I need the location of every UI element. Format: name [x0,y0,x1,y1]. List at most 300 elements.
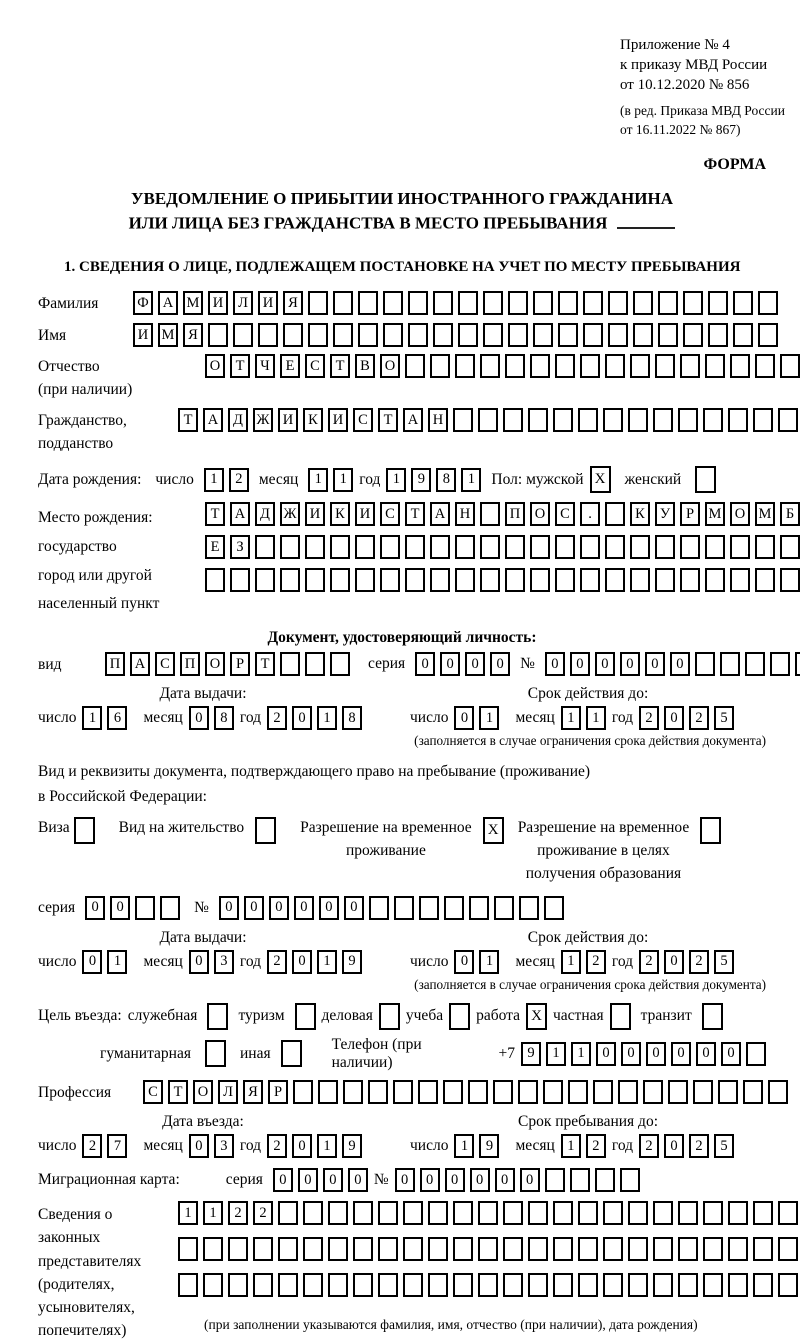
form-cell[interactable] [368,1080,388,1104]
form-cell[interactable]: 2 [267,706,287,730]
form-cell[interactable]: 1 [561,706,581,730]
form-cell[interactable]: Д [255,502,275,526]
form-cell[interactable] [428,1201,448,1225]
form-cell[interactable]: 1 [546,1042,566,1066]
form-cell[interactable] [453,408,473,432]
form-cell[interactable]: А [203,408,223,432]
form-cell[interactable] [378,1201,398,1225]
form-cell[interactable] [553,1273,573,1297]
form-cell[interactable]: 0 [490,652,510,676]
form-cell[interactable] [655,568,675,592]
form-cell[interactable]: 2 [639,950,659,974]
form-cell[interactable] [403,1237,423,1261]
form-cell[interactable] [753,1201,773,1225]
form-cell[interactable] [135,896,155,920]
form-cell[interactable]: 0 [348,1168,368,1192]
form-cell[interactable]: 1 [107,950,127,974]
form-cell[interactable]: 1 [586,706,606,730]
form-cell[interactable] [743,1080,763,1104]
form-cell[interactable] [720,652,740,676]
form-cell[interactable]: О [205,354,225,378]
form-cell[interactable] [580,568,600,592]
form-cell[interactable] [683,291,703,315]
form-cell[interactable] [708,291,728,315]
form-cell[interactable] [403,1201,423,1225]
form-cell[interactable]: И [355,502,375,526]
form-cell[interactable] [728,1201,748,1225]
form-cell[interactable]: 3 [214,950,234,974]
form-cell[interactable] [633,291,653,315]
form-cell[interactable] [733,323,753,347]
form-cell[interactable]: 1 [178,1201,198,1225]
form-cell[interactable] [528,408,548,432]
form-cell[interactable]: И [208,291,228,315]
form-cell[interactable] [628,1237,648,1261]
form-cell[interactable] [630,535,650,559]
form-cell[interactable] [655,354,675,378]
form-cell[interactable] [505,354,525,378]
form-cell[interactable] [580,535,600,559]
form-cell[interactable]: 3 [214,1134,234,1158]
form-cell[interactable]: М [755,502,775,526]
form-cell[interactable] [203,1237,223,1261]
form-cell[interactable] [768,1080,788,1104]
form-cell[interactable]: 0 [495,1168,515,1192]
form-cell[interactable] [703,408,723,432]
form-cell[interactable]: 0 [420,1168,440,1192]
form-cell[interactable] [683,323,703,347]
form-cell[interactable]: 2 [689,706,709,730]
form-cell[interactable]: 0 [110,896,130,920]
form-cell[interactable] [745,652,765,676]
form-cell[interactable] [603,1201,623,1225]
form-cell[interactable] [230,568,250,592]
form-cell[interactable]: 8 [342,706,362,730]
form-cell[interactable]: О [193,1080,213,1104]
form-cell[interactable]: 1 [461,468,481,492]
form-cell[interactable]: У [655,502,675,526]
form-cell[interactable]: А [158,291,178,315]
purpose-work-checkbox[interactable]: X [526,1003,547,1030]
form-cell[interactable] [758,291,778,315]
temp-residence-edu-checkbox[interactable] [700,817,721,844]
form-cell[interactable] [483,323,503,347]
form-cell[interactable]: 1 [561,950,581,974]
form-cell[interactable] [503,1201,523,1225]
form-cell[interactable]: 9 [479,1134,499,1158]
form-cell[interactable]: Ж [253,408,273,432]
form-cell[interactable] [730,535,750,559]
form-cell[interactable] [730,354,750,378]
form-cell[interactable]: С [143,1080,163,1104]
form-cell[interactable] [178,1237,198,1261]
form-cell[interactable]: Р [230,652,250,676]
form-cell[interactable] [693,1080,713,1104]
form-cell[interactable]: Т [205,502,225,526]
form-cell[interactable] [703,1273,723,1297]
form-cell[interactable]: 2 [228,1201,248,1225]
form-cell[interactable]: 0 [189,1134,209,1158]
form-cell[interactable] [428,1273,448,1297]
form-cell[interactable]: Д [228,408,248,432]
form-cell[interactable]: 2 [586,1134,606,1158]
form-cell[interactable] [603,408,623,432]
form-cell[interactable] [405,535,425,559]
form-cell[interactable] [530,354,550,378]
form-cell[interactable] [355,535,375,559]
form-cell[interactable]: 0 [454,706,474,730]
form-cell[interactable]: Т [168,1080,188,1104]
residence-permit-checkbox[interactable] [255,817,276,844]
form-cell[interactable]: 0 [292,950,312,974]
form-cell[interactable] [746,1042,766,1066]
form-cell[interactable]: 9 [411,468,431,492]
form-cell[interactable]: Т [405,502,425,526]
form-cell[interactable]: 2 [639,706,659,730]
sex-male-checkbox[interactable]: X [590,466,611,493]
form-cell[interactable] [733,291,753,315]
form-cell[interactable] [703,1237,723,1261]
form-cell[interactable]: 0 [454,950,474,974]
form-cell[interactable] [653,1237,673,1261]
form-cell[interactable]: Т [330,354,350,378]
form-cell[interactable]: А [430,502,450,526]
form-cell[interactable] [658,323,678,347]
form-cell[interactable]: 0 [696,1042,716,1066]
form-cell[interactable]: Т [178,408,198,432]
form-cell[interactable]: 0 [465,652,485,676]
form-cell[interactable]: 9 [342,1134,362,1158]
form-cell[interactable]: 0 [82,950,102,974]
form-cell[interactable]: С [380,502,400,526]
form-cell[interactable] [308,323,328,347]
form-cell[interactable]: Е [280,354,300,378]
form-cell[interactable]: 0 [269,896,289,920]
form-cell[interactable]: 2 [586,950,606,974]
form-cell[interactable] [620,1168,640,1192]
form-cell[interactable] [753,1237,773,1261]
form-cell[interactable]: 9 [521,1042,541,1066]
form-cell[interactable] [303,1201,323,1225]
form-cell[interactable] [228,1237,248,1261]
form-cell[interactable]: 5 [714,706,734,730]
form-cell[interactable]: 1 [571,1042,591,1066]
form-cell[interactable]: Ч [255,354,275,378]
form-cell[interactable] [655,535,675,559]
form-cell[interactable] [658,291,678,315]
form-cell[interactable] [653,1201,673,1225]
form-cell[interactable]: 0 [292,706,312,730]
form-cell[interactable]: 1 [333,468,353,492]
form-cell[interactable] [778,1237,798,1261]
form-cell[interactable]: З [230,535,250,559]
form-cell[interactable]: 0 [621,1042,641,1066]
form-cell[interactable]: Ж [280,502,300,526]
form-cell[interactable] [758,323,778,347]
form-cell[interactable] [708,323,728,347]
form-cell[interactable] [678,1201,698,1225]
form-cell[interactable] [728,1237,748,1261]
form-cell[interactable] [578,408,598,432]
form-cell[interactable]: А [130,652,150,676]
form-cell[interactable] [780,354,800,378]
form-cell[interactable]: . [580,502,600,526]
form-cell[interactable] [583,291,603,315]
form-cell[interactable] [605,354,625,378]
purpose-study-checkbox[interactable] [449,1003,470,1030]
form-cell[interactable] [378,1237,398,1261]
form-cell[interactable]: 1 [82,706,102,730]
form-cell[interactable] [519,896,539,920]
form-cell[interactable] [278,1237,298,1261]
form-cell[interactable] [444,896,464,920]
form-cell[interactable]: 2 [229,468,249,492]
form-cell[interactable] [353,1201,373,1225]
form-cell[interactable]: 2 [253,1201,273,1225]
form-cell[interactable]: Т [255,652,275,676]
form-cell[interactable] [258,323,278,347]
form-cell[interactable]: 0 [292,1134,312,1158]
form-cell[interactable] [408,323,428,347]
form-cell[interactable] [553,1237,573,1261]
form-cell[interactable]: К [630,502,650,526]
form-cell[interactable] [253,1273,273,1297]
form-cell[interactable] [393,1080,413,1104]
form-cell[interactable] [578,1273,598,1297]
form-cell[interactable]: 1 [561,1134,581,1158]
form-cell[interactable]: Л [233,291,253,315]
form-cell[interactable] [780,568,800,592]
form-cell[interactable]: 1 [204,468,224,492]
form-cell[interactable] [178,1273,198,1297]
form-cell[interactable]: 0 [298,1168,318,1192]
form-cell[interactable] [545,1168,565,1192]
form-cell[interactable] [728,1273,748,1297]
sex-female-checkbox[interactable] [695,466,716,493]
form-cell[interactable]: 0 [664,1134,684,1158]
form-cell[interactable]: 0 [645,652,665,676]
form-cell[interactable] [533,323,553,347]
form-cell[interactable] [530,535,550,559]
form-cell[interactable]: 0 [415,652,435,676]
form-cell[interactable] [293,1080,313,1104]
form-cell[interactable] [503,1237,523,1261]
form-cell[interactable]: 0 [620,652,640,676]
form-cell[interactable] [403,1273,423,1297]
form-cell[interactable]: 0 [670,652,690,676]
form-cell[interactable] [478,1201,498,1225]
form-cell[interactable] [553,1201,573,1225]
form-cell[interactable] [378,1273,398,1297]
form-cell[interactable] [528,1273,548,1297]
form-cell[interactable]: 1 [317,706,337,730]
form-cell[interactable] [405,354,425,378]
form-cell[interactable]: 5 [714,950,734,974]
form-cell[interactable]: 1 [454,1134,474,1158]
form-cell[interactable] [595,1168,615,1192]
form-cell[interactable]: И [328,408,348,432]
form-cell[interactable]: А [230,502,250,526]
form-cell[interactable] [543,1080,563,1104]
form-cell[interactable] [605,535,625,559]
form-cell[interactable]: 9 [342,950,362,974]
form-cell[interactable] [728,408,748,432]
form-cell[interactable]: М [183,291,203,315]
form-cell[interactable]: К [303,408,323,432]
form-cell[interactable] [455,535,475,559]
form-cell[interactable] [593,1080,613,1104]
form-cell[interactable] [305,535,325,559]
form-cell[interactable] [253,1237,273,1261]
form-cell[interactable]: 0 [664,950,684,974]
form-cell[interactable] [668,1080,688,1104]
form-cell[interactable] [605,502,625,526]
form-cell[interactable]: Н [428,408,448,432]
form-cell[interactable] [160,896,180,920]
form-cell[interactable] [419,896,439,920]
form-cell[interactable]: 0 [323,1168,343,1192]
form-cell[interactable] [303,1273,323,1297]
form-cell[interactable] [455,354,475,378]
purpose-official-checkbox[interactable] [207,1003,228,1030]
form-cell[interactable] [333,291,353,315]
form-cell[interactable] [478,1273,498,1297]
form-cell[interactable]: 1 [317,1134,337,1158]
form-cell[interactable] [453,1237,473,1261]
form-cell[interactable] [730,568,750,592]
form-cell[interactable] [503,1273,523,1297]
form-cell[interactable]: 0 [294,896,314,920]
form-cell[interactable] [795,652,800,676]
form-cell[interactable]: 0 [520,1168,540,1192]
form-cell[interactable] [283,323,303,347]
purpose-humanitarian-checkbox[interactable] [205,1040,226,1067]
form-cell[interactable] [718,1080,738,1104]
form-cell[interactable] [703,1201,723,1225]
form-cell[interactable]: И [133,323,153,347]
form-cell[interactable] [305,568,325,592]
form-cell[interactable] [480,354,500,378]
form-cell[interactable] [380,568,400,592]
form-cell[interactable]: Б [780,502,800,526]
form-cell[interactable] [778,1273,798,1297]
form-cell[interactable] [428,1237,448,1261]
form-cell[interactable] [608,323,628,347]
form-cell[interactable] [558,291,578,315]
form-cell[interactable] [755,568,775,592]
form-cell[interactable]: С [555,502,575,526]
form-cell[interactable] [405,568,425,592]
form-cell[interactable]: Р [680,502,700,526]
form-cell[interactable]: Я [283,291,303,315]
form-cell[interactable] [380,535,400,559]
form-cell[interactable] [330,568,350,592]
form-cell[interactable] [203,1273,223,1297]
form-cell[interactable]: 1 [386,468,406,492]
form-cell[interactable] [430,568,450,592]
form-cell[interactable] [430,354,450,378]
form-cell[interactable]: И [258,291,278,315]
form-cell[interactable] [358,323,378,347]
form-cell[interactable] [680,568,700,592]
form-cell[interactable] [528,1201,548,1225]
form-cell[interactable] [328,1237,348,1261]
form-cell[interactable] [494,896,514,920]
form-cell[interactable]: Т [378,408,398,432]
form-cell[interactable] [570,1168,590,1192]
form-cell[interactable] [508,291,528,315]
form-cell[interactable] [568,1080,588,1104]
temp-residence-checkbox[interactable]: X [483,817,504,844]
form-cell[interactable] [705,535,725,559]
form-cell[interactable]: 0 [440,652,460,676]
form-cell[interactable] [478,1237,498,1261]
form-cell[interactable]: 1 [479,950,499,974]
form-cell[interactable] [433,323,453,347]
form-cell[interactable]: 2 [689,1134,709,1158]
form-cell[interactable] [603,1273,623,1297]
form-cell[interactable] [358,291,378,315]
form-cell[interactable] [653,408,673,432]
form-cell[interactable]: О [205,652,225,676]
form-cell[interactable]: 0 [664,706,684,730]
form-cell[interactable] [653,1273,673,1297]
form-cell[interactable] [433,291,453,315]
form-cell[interactable]: П [105,652,125,676]
form-cell[interactable]: 1 [308,468,328,492]
form-cell[interactable]: О [530,502,550,526]
form-cell[interactable]: 8 [214,706,234,730]
form-cell[interactable] [493,1080,513,1104]
form-cell[interactable]: А [403,408,423,432]
form-cell[interactable] [533,291,553,315]
form-cell[interactable] [458,291,478,315]
form-cell[interactable] [333,323,353,347]
form-cell[interactable] [328,1273,348,1297]
form-cell[interactable] [678,408,698,432]
form-cell[interactable] [755,535,775,559]
form-cell[interactable]: 1 [317,950,337,974]
form-cell[interactable] [608,291,628,315]
form-cell[interactable]: 0 [721,1042,741,1066]
form-cell[interactable] [558,323,578,347]
form-cell[interactable] [778,408,798,432]
form-cell[interactable]: 1 [203,1201,223,1225]
form-cell[interactable] [583,323,603,347]
form-cell[interactable] [578,1237,598,1261]
form-cell[interactable]: 8 [436,468,456,492]
form-cell[interactable] [544,896,564,920]
form-cell[interactable] [705,568,725,592]
form-cell[interactable]: 0 [596,1042,616,1066]
form-cell[interactable]: О [730,502,750,526]
form-cell[interactable] [468,1080,488,1104]
form-cell[interactable] [343,1080,363,1104]
form-cell[interactable] [255,535,275,559]
form-cell[interactable] [308,291,328,315]
purpose-private-checkbox[interactable] [610,1003,631,1030]
form-cell[interactable]: П [505,502,525,526]
form-cell[interactable]: М [705,502,725,526]
form-cell[interactable]: 0 [344,896,364,920]
form-cell[interactable] [630,568,650,592]
form-cell[interactable] [755,354,775,378]
form-cell[interactable]: 0 [545,652,565,676]
form-cell[interactable] [518,1080,538,1104]
form-cell[interactable] [643,1080,663,1104]
form-cell[interactable]: 2 [82,1134,102,1158]
form-cell[interactable] [678,1273,698,1297]
